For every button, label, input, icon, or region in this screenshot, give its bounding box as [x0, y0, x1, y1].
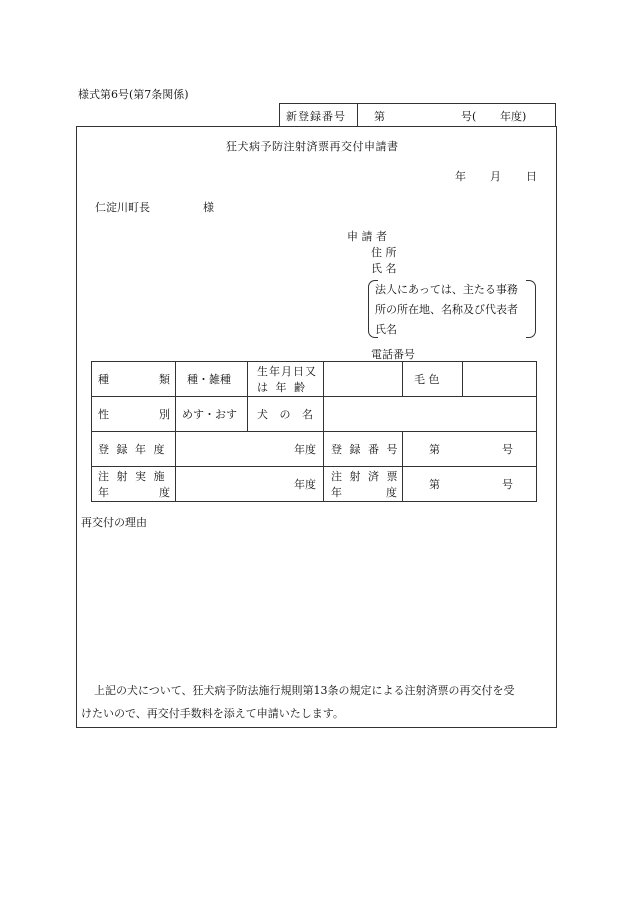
- registration-suffix: 号(: [461, 110, 477, 123]
- sex-label: 性 別: [98, 408, 170, 421]
- reg-number-suffix: 号: [502, 443, 513, 456]
- dog-name-label: 犬 の 名: [257, 408, 317, 421]
- reg-year-label: 登 録 年 度: [98, 443, 167, 456]
- divider: [357, 103, 358, 127]
- reg-number-prefix: 第: [429, 443, 440, 456]
- col-line: [323, 361, 324, 502]
- document-title: 狂犬病予防注射済票再交付申請書: [226, 140, 399, 153]
- form-number: 様式第6号(第7条関係): [78, 88, 189, 101]
- coat-label: 毛 色: [414, 373, 440, 386]
- tag-number-suffix: 号: [502, 478, 513, 491]
- reg-number-label: 登 録 番 号: [331, 443, 400, 456]
- tag-number-prefix: 第: [429, 478, 440, 491]
- registration-year: 年度): [500, 110, 527, 123]
- kind-label: 種 類: [98, 373, 170, 386]
- date-year: 年: [455, 170, 466, 183]
- applicant-label: 申 請 者: [347, 230, 387, 243]
- row-line: [91, 466, 537, 467]
- injection-year-unit: 年度: [294, 478, 316, 491]
- injection-year-label-1: 注 射 実 施: [98, 470, 167, 483]
- injection-year-label-2: 年 度: [98, 486, 170, 499]
- tag-year-label-1: 注 射 済 票: [331, 470, 400, 483]
- date-month: 月: [490, 170, 501, 183]
- new-registration-label: 新登録番号: [286, 110, 346, 123]
- reg-year-unit: 年度: [294, 443, 316, 456]
- sex-value: めす・おす: [182, 408, 237, 421]
- address-label: 住 所: [371, 246, 397, 259]
- row-line: [91, 396, 537, 397]
- corporate-note-line-1: 法人にあっては、主たる事務: [375, 283, 518, 296]
- row-line: [91, 431, 537, 432]
- col-line: [462, 361, 463, 396]
- bracket-right: [526, 280, 536, 338]
- addressee: 仁淀川町長: [95, 201, 150, 214]
- corporate-note-line-3: 氏名: [375, 323, 397, 336]
- col-line: [247, 361, 248, 431]
- corporate-note-line-2: 所の所在地、名称及び代表者: [375, 303, 518, 316]
- col-line: [402, 431, 403, 502]
- tag-year-label-2: 年 度: [331, 486, 397, 499]
- closing-line-1: 上記の犬について、狂犬病予防法施行規則第13条の規定による注射済票の再交付を受: [94, 684, 515, 697]
- name-label: 氏 名: [371, 262, 397, 275]
- col-line: [402, 361, 403, 396]
- breed-value: 種・雑種: [187, 373, 231, 386]
- date-day: 日: [526, 170, 537, 183]
- birth-label-1: 生年月日又: [257, 365, 317, 378]
- addressee-suffix: 様: [203, 201, 214, 214]
- phone-label: 電話番号: [371, 348, 415, 361]
- col-line: [175, 361, 176, 502]
- reason-label: 再交付の理由: [81, 516, 147, 529]
- closing-line-2: けたいので、再交付手数料を添えて申請いたします。: [81, 707, 344, 720]
- registration-prefix: 第: [374, 110, 385, 123]
- birth-label-2: は 年 齢: [257, 381, 307, 394]
